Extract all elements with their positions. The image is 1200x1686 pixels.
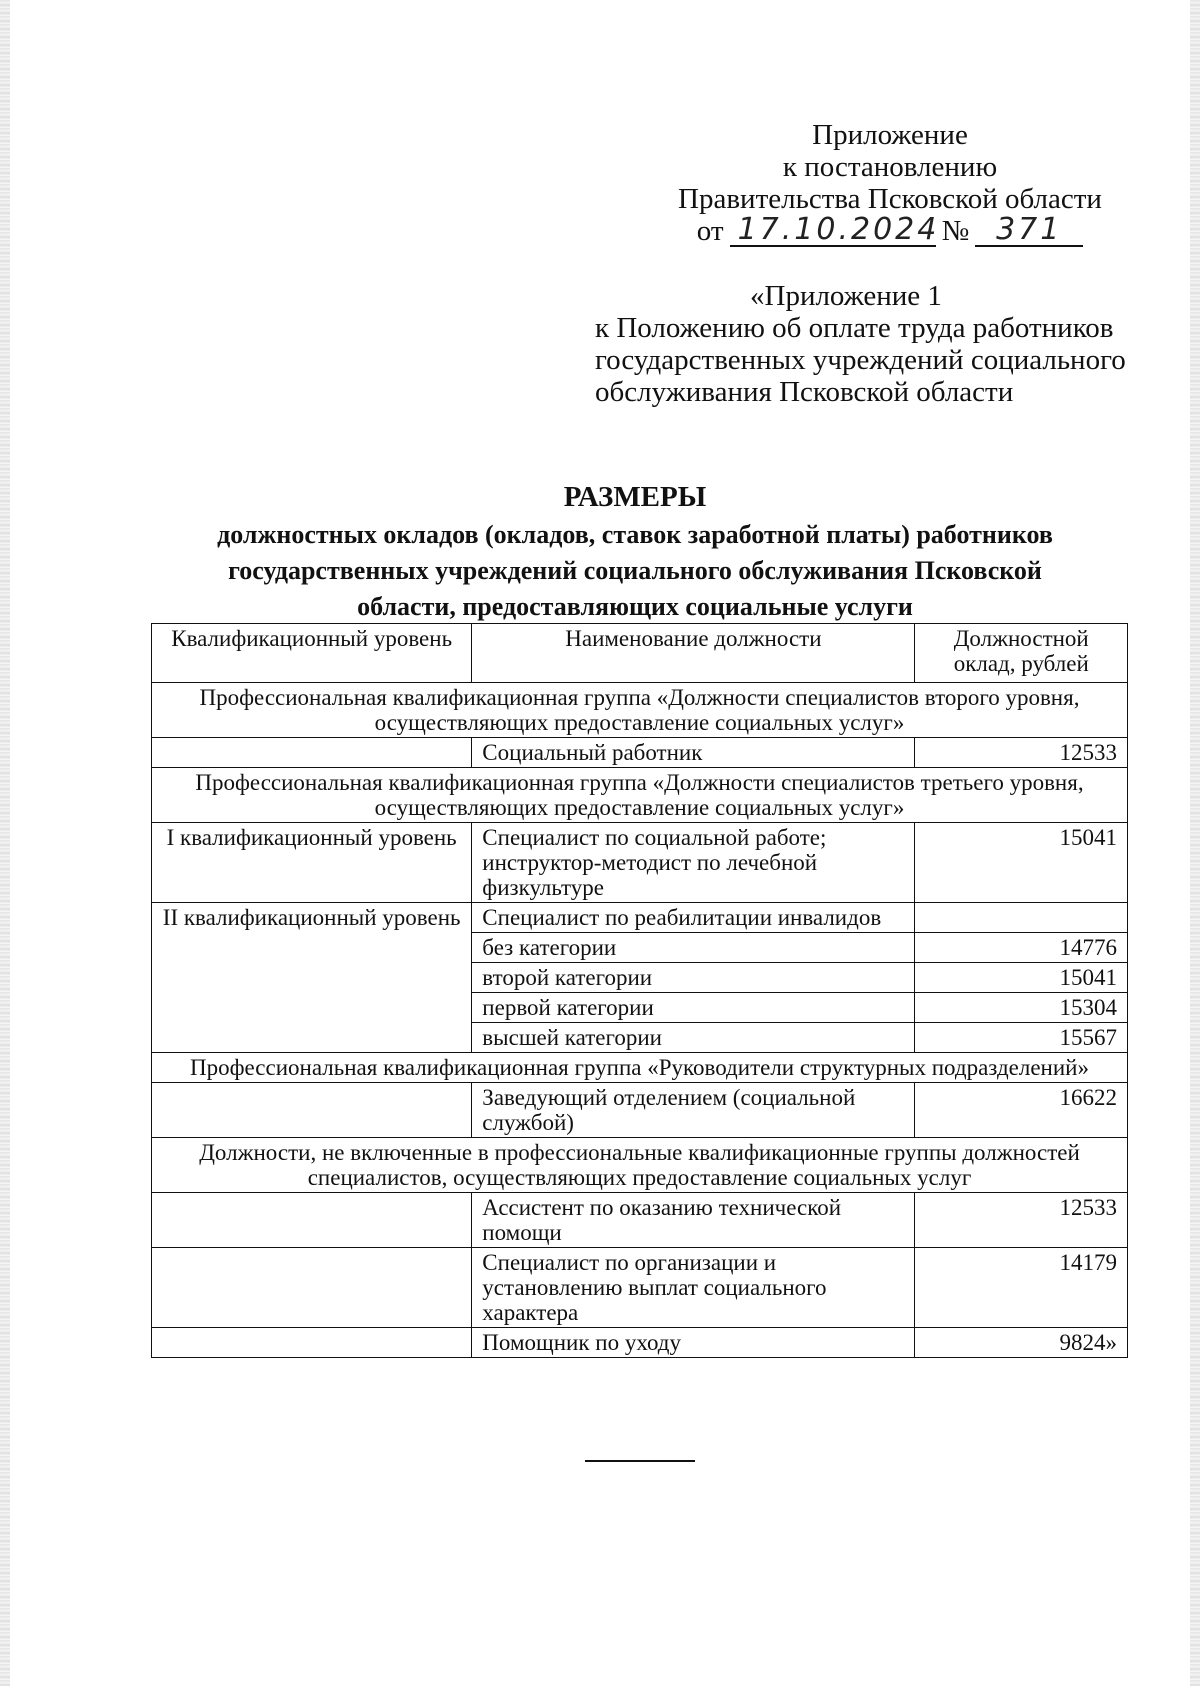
attachment-ref-line-4: обслуживания Псковской области — [595, 376, 1014, 408]
attachment-date-line — [660, 212, 1120, 247]
salary-cell: 15567 — [915, 1023, 1128, 1053]
group-row — [152, 1053, 1128, 1083]
position-cell: без категории — [472, 933, 915, 963]
position-cell: Заведующий отделением (социальной службой) — [472, 1083, 915, 1138]
level-cell — [152, 1248, 472, 1328]
position-cell: высшей категории — [472, 1023, 915, 1053]
salary-cell: 14776 — [915, 933, 1128, 963]
attachment-line-3: Правительства Псковской области — [678, 183, 1102, 215]
header-salary: Должностной оклад, рублей — [915, 624, 1128, 683]
position-cell: Специалист по социальной работе; инструктор-методист по лечебной физкультуре — [472, 823, 915, 903]
position-cell: Ассистент по оказанию технической помощи — [472, 1193, 915, 1248]
attachment-reference — [595, 280, 1155, 408]
group-row — [152, 768, 1128, 823]
group-title-3: Профессиональная квалификационная группа «Руководители структурных подразделений» — [152, 1053, 1128, 1083]
attachment-ref-line-3: государственных учреждений социального — [595, 344, 1126, 376]
table-header-row — [152, 624, 1128, 683]
header-level: Квалификационный уровень — [152, 624, 472, 683]
title-sub-2: государственных учреждений социального обслуживания Псковской — [228, 556, 1042, 585]
salary-cell — [915, 903, 1128, 933]
group-row — [152, 1138, 1128, 1193]
group-title-1: Профессиональная квалификационная группа «Должности специалистов второго уровня, осуществляющих предоставление социальных услуг» — [152, 683, 1128, 738]
level-cell — [152, 1083, 472, 1138]
group-title-4: Должности, не включенные в профессиональные квалификационные группы должностей специалистов, осуществляющих предоставление социальных услуг — [152, 1138, 1128, 1193]
attachment-line-2: к постановлению — [782, 151, 998, 183]
salary-cell: 15304 — [915, 993, 1128, 1023]
attachment-header — [660, 119, 1120, 247]
header-position: Наименование должности — [472, 624, 915, 683]
position-cell: Помощник по уходу — [472, 1328, 915, 1358]
position-cell: Социальный работник — [472, 738, 915, 768]
handwritten-date: 17.10.2024 — [730, 215, 936, 247]
table-row — [152, 903, 1128, 933]
level-cell: I квалификационный уровень — [152, 823, 472, 903]
title-sub-3: области, предоставляющих социальные услуги — [357, 592, 913, 621]
salary-cell: 12533 — [915, 1193, 1128, 1248]
level-cell — [152, 1328, 472, 1358]
salary-cell: 9824» — [915, 1328, 1128, 1358]
attachment-ref-line-1: «Приложение 1 — [750, 280, 942, 312]
attachment-line-1: Приложение — [812, 119, 968, 151]
title-main: РАЗМЕРЫ — [563, 481, 707, 513]
table-row — [152, 1248, 1128, 1328]
table-row — [152, 1083, 1128, 1138]
position-cell: Специалист по организации и установлению выплат социального характера — [472, 1248, 915, 1328]
salary-cell: 12533 — [915, 738, 1128, 768]
level-cell — [152, 1193, 472, 1248]
attachment-ref-line-2: к Положению об оплате труда работников — [595, 312, 1114, 344]
title-sub-1: должностных окладов (окладов, ставок заработной платы) работников — [217, 520, 1053, 549]
position-cell: первой категории — [472, 993, 915, 1023]
number-label: № — [941, 215, 970, 247]
table-row — [152, 1328, 1128, 1358]
group-title-2: Профессиональная квалификационная группа «Должности специалистов третьего уровня, осуществляющих предоставление социальных услуг» — [152, 768, 1128, 823]
salary-table — [151, 623, 1128, 1358]
table-row — [152, 1193, 1128, 1248]
salary-cell: 16622 — [915, 1083, 1128, 1138]
scan-edge-right — [1190, 0, 1200, 1686]
salary-cell: 15041 — [915, 823, 1128, 903]
handwritten-number: 371 — [975, 215, 1083, 247]
table-row — [152, 823, 1128, 903]
position-cell: второй категории — [472, 963, 915, 993]
from-label: от — [696, 215, 724, 247]
group-row — [152, 683, 1128, 738]
document-title — [130, 479, 1140, 623]
salary-cell: 14179 — [915, 1248, 1128, 1328]
end-separator-line — [585, 1460, 695, 1462]
table-row — [152, 738, 1128, 768]
level-cell: II квалификационный уровень — [152, 903, 472, 1053]
level-cell — [152, 738, 472, 768]
scan-edge-left — [0, 0, 10, 1686]
salary-cell: 15041 — [915, 963, 1128, 993]
position-cell: Специалист по реабилитации инвалидов — [472, 903, 915, 933]
